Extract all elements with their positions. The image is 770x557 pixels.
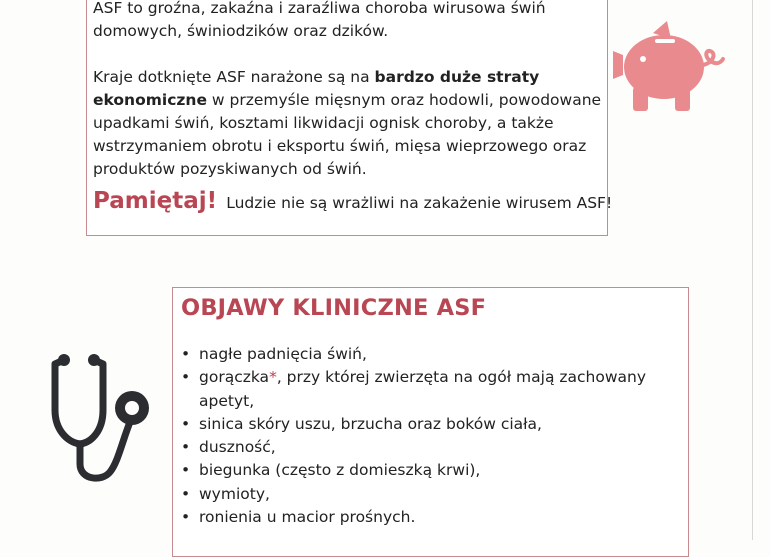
footnote-asterisk: * xyxy=(269,368,277,387)
list-item xyxy=(181,483,646,506)
remember-note xyxy=(93,188,612,214)
list-item xyxy=(181,506,646,529)
clinical-symptoms-box xyxy=(172,287,689,557)
symptom-text: apetyt, xyxy=(199,391,255,410)
losses-text: wstrzymaniem obrotu i eksportu świń, mięsa wieprzowego oraz xyxy=(93,137,587,155)
list-item xyxy=(181,413,646,436)
losses-paragraph xyxy=(93,66,601,181)
losses-text: produktów pozyskiwanych od świń. xyxy=(93,160,367,178)
symptoms-list xyxy=(181,343,646,529)
section-title: OBJAWY KLINICZNE ASF xyxy=(181,295,487,321)
losses-text: w przemyśle mięsnym oraz hodowli, powodowane xyxy=(206,91,602,109)
losses-emphasis: bardzo duże straty xyxy=(374,68,540,86)
page-edge-line xyxy=(752,0,753,540)
stethoscope-icon xyxy=(50,352,156,488)
remember-text: Ludzie nie są wrażliwi na zakażenie wirusem ASF! xyxy=(226,194,613,212)
list-item xyxy=(181,436,646,459)
intro-line: ASF to groźna, zakaźna i zaraźliwa choroba wirusowa świń xyxy=(93,0,546,17)
symptom-text: gorączka xyxy=(199,368,270,387)
losses-text: Kraje dotknięte ASF narażone są na xyxy=(93,68,375,86)
symptom-text: duszność, xyxy=(199,438,276,457)
list-item xyxy=(181,343,646,366)
list-item xyxy=(181,366,646,413)
asf-info-box xyxy=(86,0,613,236)
losses-text: upadkami świń, kosztami likwidacji ognisk choroby, a także xyxy=(93,114,554,132)
symptom-text: ronienia u macior prośnych. xyxy=(199,508,416,527)
symptom-text: nagłe padnięcia świń, xyxy=(199,345,367,363)
list-item xyxy=(181,459,646,482)
piggy-bank-icon xyxy=(609,17,727,117)
remember-heading: Pamiętaj! xyxy=(93,188,218,214)
symptom-text: wymioty, xyxy=(199,484,270,503)
losses-emphasis: ekonomiczne xyxy=(93,91,207,109)
symptom-text: sinica skóry uszu, brzucha oraz boków ciała, xyxy=(199,414,542,433)
intro-line: domowych, świniodzików oraz dzików. xyxy=(93,22,389,40)
symptom-text: biegunka (często z domieszką krwi), xyxy=(199,461,481,480)
symptom-text: , przy której zwierzęta na ogół mają zachowany xyxy=(276,368,647,387)
intro-paragraph xyxy=(93,0,546,43)
